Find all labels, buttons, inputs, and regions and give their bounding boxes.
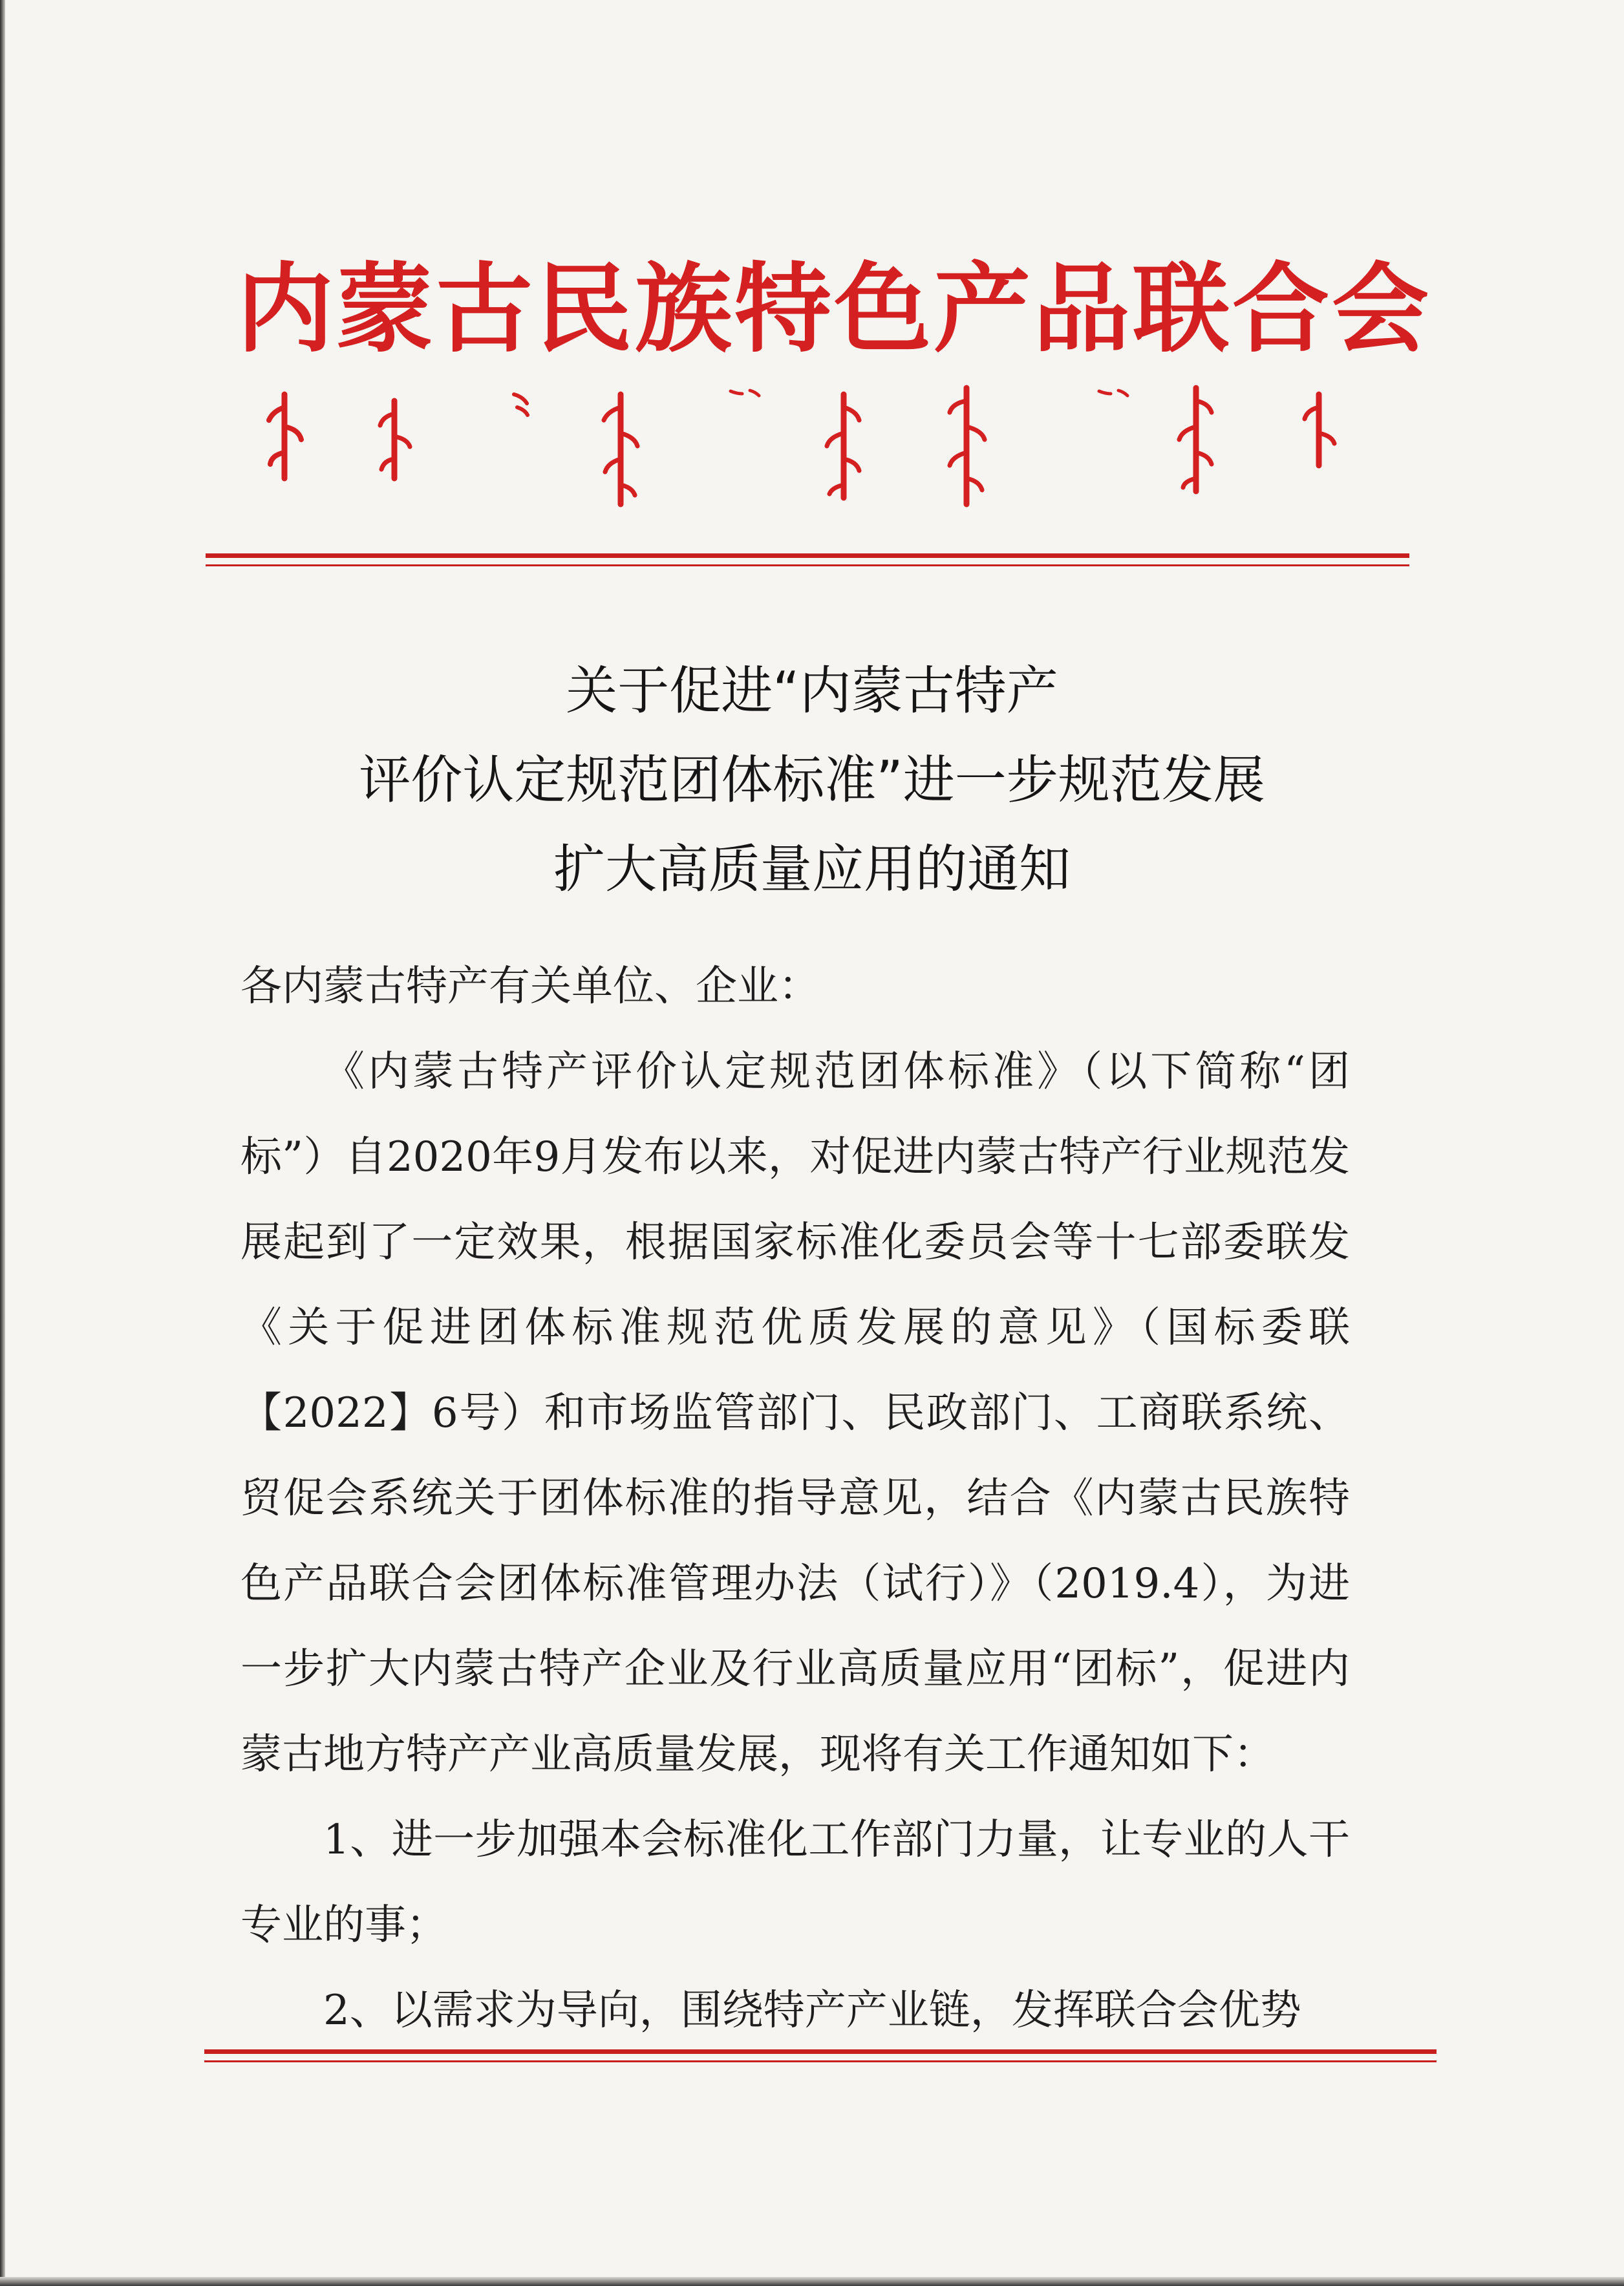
- letterhead-divider-top: [206, 553, 1409, 566]
- list-item-2: 2、以需求为导向，围绕特产产业链，发挥联合会优势: [323, 1987, 1301, 2035]
- page-footer-divider: [204, 2049, 1437, 2062]
- title-line-3: 扩大高质量应用的通知: [553, 839, 1071, 899]
- title-line-1: 关于促进“内蒙古特产: [566, 661, 1058, 721]
- document-body: [240, 944, 1350, 2053]
- salutation: 各内蒙古特产有关单位、企业：: [240, 963, 820, 1010]
- list-item-1: 1、进一步加强本会标准化工作部门力量，让专业的人干专业的事；: [240, 1816, 1350, 1949]
- body-paragraph-1: 《内蒙古特产评价认定规范团体标准》（以下简称“团标”）自2020年9月发布以来，对促进内蒙古特产行业规范发展起到了一定效果，根据国家标准化委员会等十七部委联发《关于促进团体标准规范优质发展的意见》（国标委联【2022】6号）和市场监管部门、民政部门、工商联系统、贸促会系统关于团体标准的指导意见，结合《内蒙古民族特色产品联合会团体标准管理办法（试行）》（2019.4），为进一步扩大内蒙古特产企业及行业高质量应用“团标”，促进内蒙古地方特产产业高质量发展，现将有关工作通知如下：: [240, 1048, 1350, 1779]
- title-line-2: 评价认定规范团体标准”进一步规范发展: [359, 750, 1265, 810]
- letterhead-org-name: 内蒙古民族特色产品联合会: [237, 252, 1432, 366]
- scan-edge-left: [0, 0, 5, 2286]
- scan-edge-bottom: [0, 2277, 1624, 2286]
- mongolian-script-logo: [259, 381, 1358, 511]
- document-title: [194, 646, 1430, 914]
